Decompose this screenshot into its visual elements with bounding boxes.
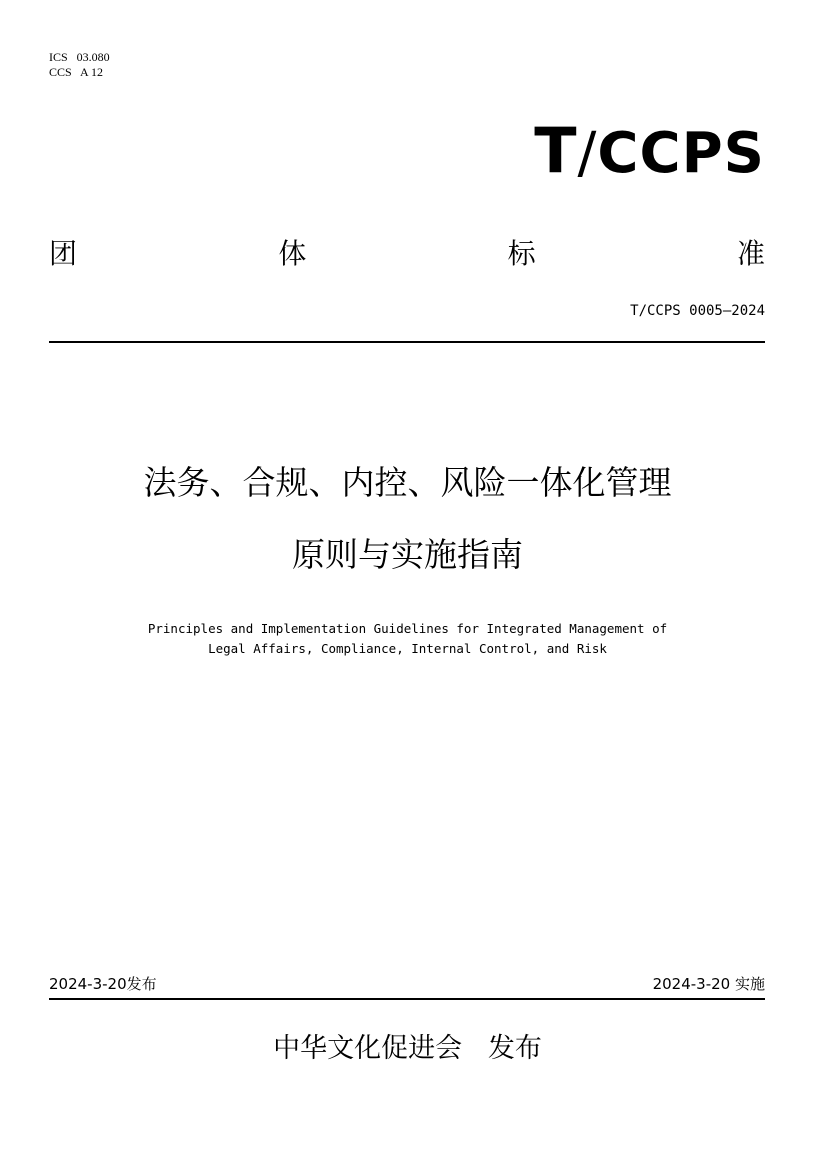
classification-codes bbox=[49, 50, 110, 80]
standard-type-char: 准 bbox=[736, 237, 765, 270]
standard-code: T/CCPS 0005—2024 bbox=[630, 303, 765, 319]
organization-logo bbox=[534, 114, 765, 187]
top-divider bbox=[49, 341, 765, 343]
logo-letter-t: T bbox=[534, 114, 578, 187]
chinese-title-line-2: 原则与实施指南 bbox=[292, 535, 523, 574]
ccs-code: CCS A 12 bbox=[49, 65, 104, 79]
chinese-title-line-1: 法务、合规、内控、风险一体化管理 bbox=[143, 463, 672, 502]
ics-code: ICS 03.080 bbox=[49, 50, 110, 64]
standard-type-char: 团 bbox=[49, 237, 78, 270]
bottom-divider bbox=[49, 998, 765, 1000]
publisher: 中华文化促进会 发布 bbox=[273, 1033, 542, 1064]
english-title-line-1: Principles and Implementation Guidelines for Integrated Management of bbox=[147, 621, 668, 636]
standard-type-char: 标 bbox=[507, 237, 536, 270]
issue-date: 2024-3-20发布 bbox=[49, 975, 157, 993]
english-title-line-2: Legal Affairs, Compliance, Internal Control, and Risk bbox=[208, 641, 607, 656]
logo-slash: / bbox=[577, 121, 598, 186]
standard-type-char: 体 bbox=[278, 237, 307, 270]
standard-type-heading bbox=[49, 236, 765, 272]
implementation-date: 2024-3-20 实施 bbox=[652, 975, 765, 993]
english-title bbox=[0, 619, 815, 659]
logo-letters-ccps: CCPS bbox=[597, 121, 765, 186]
